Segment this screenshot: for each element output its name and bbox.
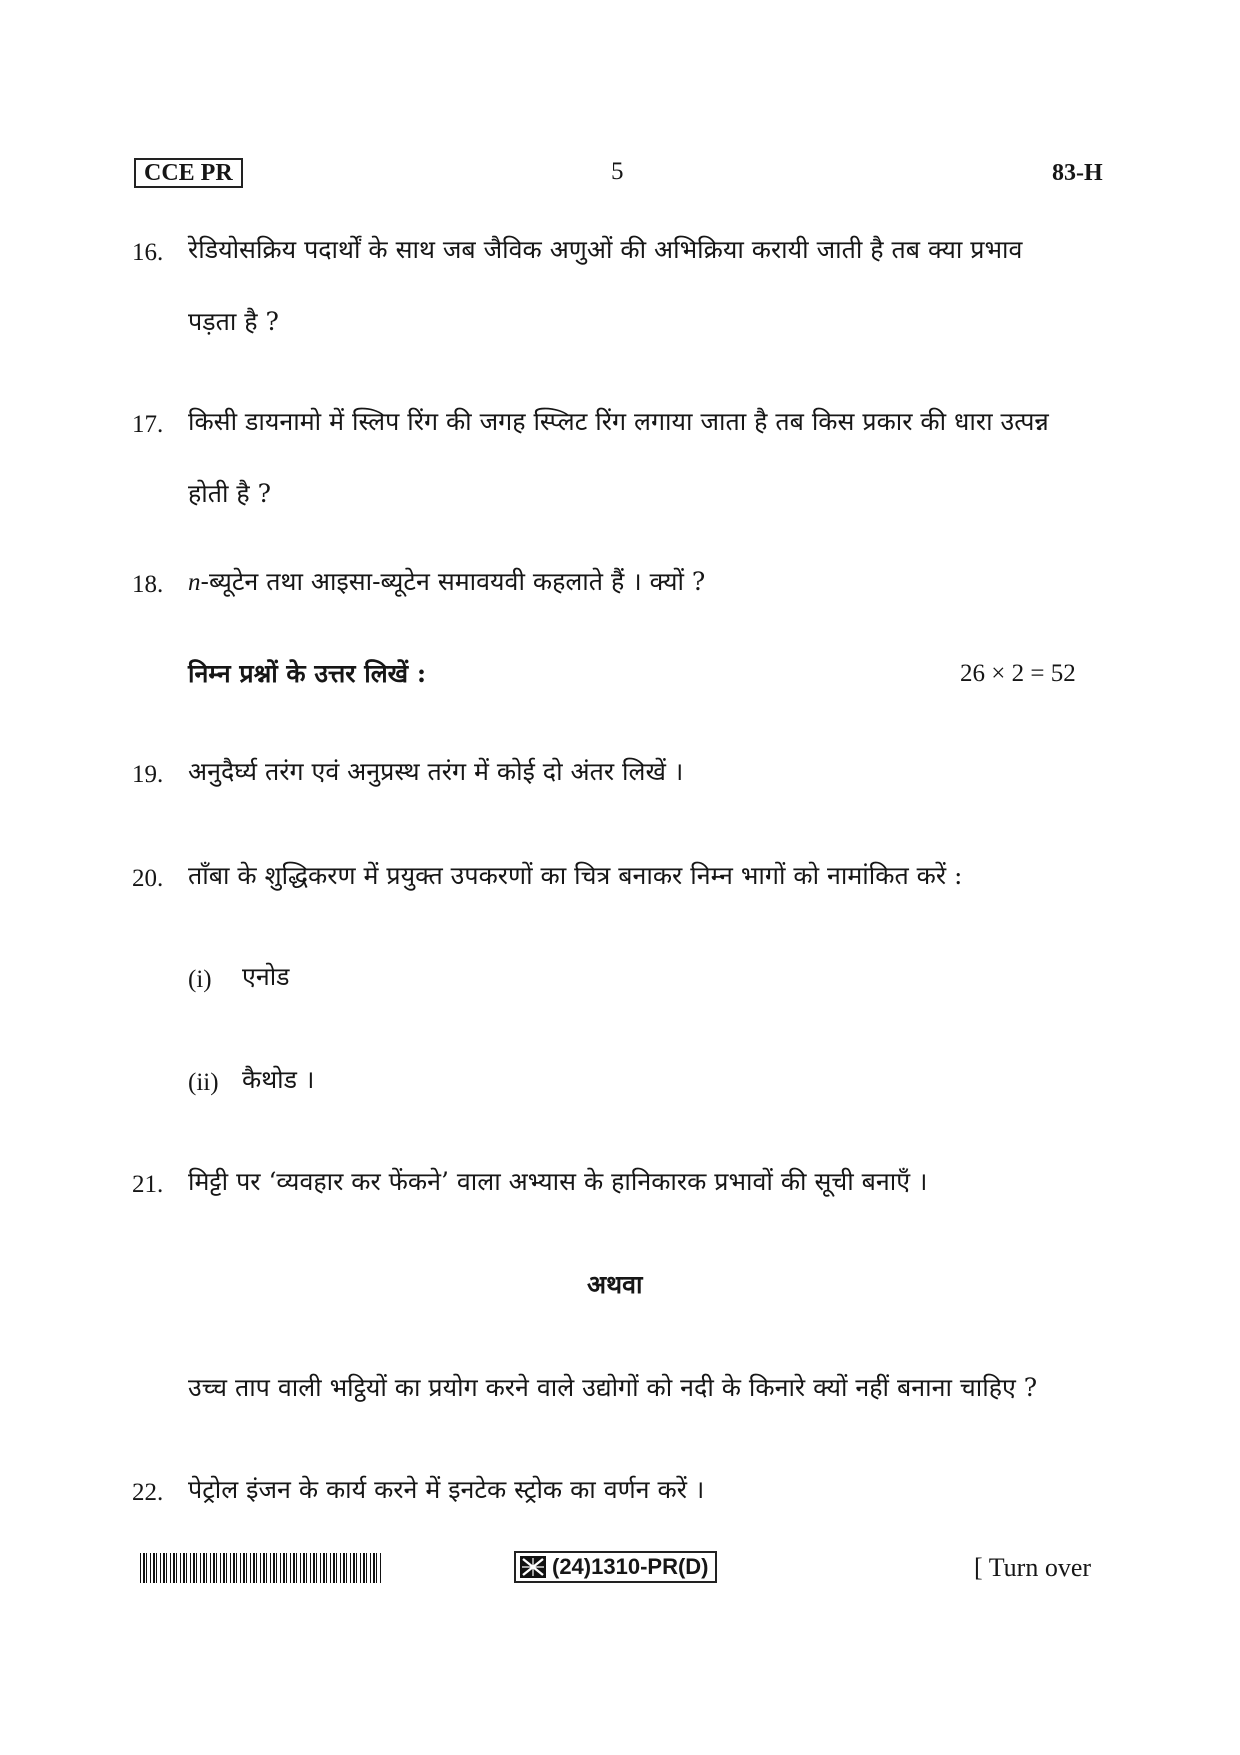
question-number: 20.	[132, 865, 164, 892]
paper-code-box	[514, 1551, 717, 1583]
part-label: (ii)	[188, 1069, 219, 1096]
part-text: कैथोड ।	[242, 1065, 315, 1094]
barcode-icon	[140, 1553, 383, 1583]
question-text: पेट्रोल इंजन के कार्य करने में इनटेक स्ट्रोक का वर्णन करें ।	[188, 1475, 705, 1504]
part-text: एनोड	[242, 962, 290, 991]
question-number: 18.	[132, 571, 164, 598]
alternate-question: उच्च ताप वाली भट्ठियों का प्रयोग करने वाले उद्योगों को नदी के किनारे क्यों नहीं बनाना चाहिए ?	[188, 1373, 1038, 1402]
section-instruction: निम्न प्रश्नों के उत्तर लिखें :	[188, 659, 427, 688]
or-label: अथवा	[587, 1270, 643, 1299]
question-text: रेडियोसक्रिय पदार्थों के साथ जब जैविक अणुओं की अभिक्रिया करायी जाती है तब क्या प्रभाव	[188, 235, 1023, 264]
question-number: 22.	[132, 1479, 164, 1506]
question-text-cont: पड़ता है ?	[188, 307, 279, 336]
question-text: किसी डायनामो में स्लिप रिंग की जगह स्प्लिट रिंग लगाया जाता है तब किस प्रकार की धारा उत्पन्न	[188, 407, 1049, 436]
question-text: अनुदैर्घ्य तरंग एवं अनुप्रस्थ तरंग में कोई दो अंतर लिखें ।	[188, 757, 684, 786]
question-text: मिट्टी पर ‘व्यवहार कर फेंकने’ वाला अभ्यास के हानिकारक प्रभावों की सूची बनाएँ ।	[188, 1167, 928, 1196]
question-text-cont: होती है ?	[188, 479, 272, 508]
turn-over-note: [ Turn over	[974, 1553, 1092, 1582]
page-number: 5	[611, 158, 624, 185]
question-text-wrap	[188, 565, 705, 600]
qr-code-icon	[520, 1556, 546, 1578]
section-marks: 26 × 2 = 52	[960, 660, 1076, 687]
variable-n: n	[188, 569, 201, 596]
question-number: 16.	[132, 239, 164, 266]
paper-series-code: CCE PR	[134, 158, 243, 188]
question-number: 17.	[132, 411, 164, 438]
paper-code: (24)1310-PR(D)	[552, 1554, 709, 1579]
question-text: -ब्यूटेन तथा आइसा-ब्यूटेन समावयवी कहलाते हैं । क्यों ?	[200, 567, 706, 596]
question-number: 21.	[132, 1171, 164, 1198]
question-text: ताँबा के शुद्धिकरण में प्रयुक्त उपकरणों का चित्र बनाकर निम्न भागों को नामांकित करें :	[188, 861, 963, 890]
part-label: (i)	[188, 966, 212, 993]
question-number: 19.	[132, 761, 164, 788]
subject-code: 83-H	[1052, 160, 1103, 186]
